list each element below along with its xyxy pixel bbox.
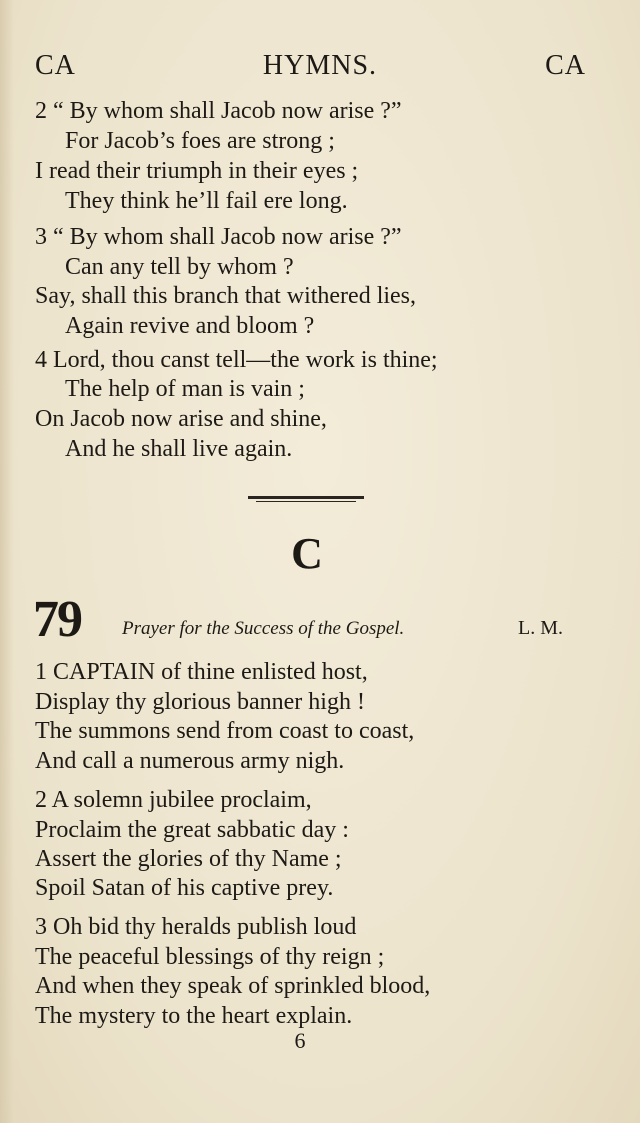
verse-line: 4 Lord, thou canst tell—the work is thine; (35, 347, 438, 373)
header-right: CA (545, 50, 586, 81)
hymn-title: Prayer for the Success of the Gospel. (122, 618, 405, 639)
verse-line: 3 “ By whom shall Jacob now arise ?” (35, 224, 402, 250)
verse-line: Proclaim the great sabbatic day : (35, 817, 349, 843)
verse-line: The summons send from coast to coast, (35, 718, 415, 744)
hymn-meter: L. M. (518, 617, 563, 639)
verse-line: Say, shall this branch that withered lies, (35, 283, 417, 309)
verse-line: And he shall live again. (65, 436, 293, 462)
hymn-number: 79 (33, 591, 81, 648)
verse-line: Again revive and bloom ? (65, 313, 315, 339)
verse-line: For Jacob’s foes are strong ; (65, 128, 335, 154)
section-divider (248, 496, 364, 499)
verse-line: Can any tell by whom ? (65, 254, 294, 280)
header-left: CA (35, 50, 76, 81)
header-title: HYMNS. (262, 50, 378, 81)
verse-line: They think he’ll fail ere long. (65, 188, 348, 214)
verse-line: Assert the glories of thy Name ; (35, 846, 342, 872)
verse-line: The mystery to the heart explain. (35, 1003, 353, 1029)
verse-line: 2 A solemn jubilee proclaim, (35, 787, 312, 813)
verse-line: The peaceful blessings of thy reign ; (35, 944, 385, 970)
verse-line: 1 CAPTAIN of thine enlisted host, (35, 659, 368, 685)
section-divider-thin (256, 501, 356, 502)
running-header (0, 50, 640, 86)
verse-line: I read their triumph in their eyes ; (35, 158, 359, 184)
verse-line: 3 Oh bid thy heralds publish loud (35, 914, 357, 940)
verse-line: Display thy glorious banner high ! (35, 689, 365, 715)
page-number: 6 (294, 1028, 306, 1053)
verse-line: On Jacob now arise and shine, (35, 406, 327, 432)
section-letter: C (291, 529, 323, 578)
verse-line: And when they speak of sprinkled blood, (35, 973, 431, 999)
verse-line: And call a numerous army nigh. (35, 748, 345, 774)
verse-line: 2 “ By whom shall Jacob now arise ?” (35, 98, 402, 124)
verse-line: The help of man is vain ; (65, 376, 305, 402)
verse-line: Spoil Satan of his captive prey. (35, 875, 334, 901)
